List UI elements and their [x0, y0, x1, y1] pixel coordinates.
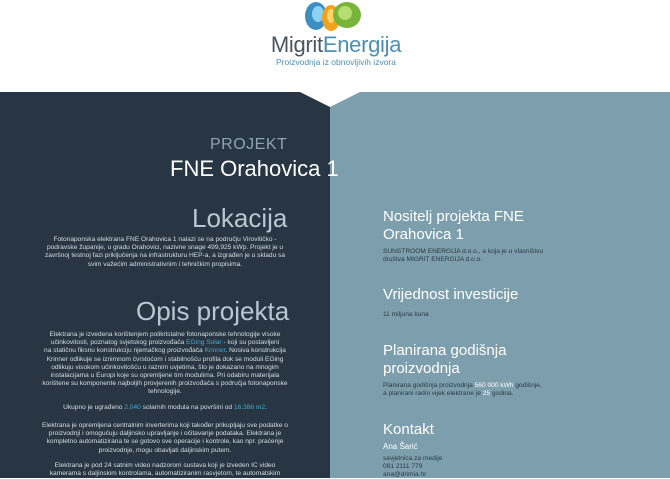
link-eging-solar[interactable]: EGing Solar: [186, 339, 222, 347]
logo[interactable]: [256, 0, 416, 78]
logo-leaves-icon: [298, 0, 368, 34]
holder-text: SUNSTROOM ENERGIJA d.o.o., a koja je u vlasništvu društva MIGRIT ENERGIJA d.o.o.: [383, 248, 544, 264]
brand-tagline: Proizvodnja iz obnovljivih izvora: [275, 57, 396, 67]
investment-value: 11 miljuna kuna: [383, 311, 429, 318]
project-label: PROJEKT: [210, 136, 288, 153]
contact-phone[interactable]: 091 2111 779: [383, 463, 423, 470]
link-krinner[interactable]: Krinner: [204, 347, 226, 355]
project-title: FNE Orahovica 1: [170, 156, 339, 181]
brand-name: MigritEnergija: [270, 32, 402, 57]
location-heading: Lokacija: [192, 203, 288, 233]
video-text: Elektrana je pod 24 satnim video nadzorom sustava koji je izveden IC video kamerama s daljinskim kontrolama, automatiziranim rasvjetom, te automatskim: [49, 462, 281, 478]
site-header: [0, 0, 670, 92]
planned-heading: Planirana godišnja proizvodnja: [383, 342, 507, 377]
planned-text: Planirana godišnja proizvodnja 560 000 kWh godišnje, a planirani radni vijek elektrane je 25 godina.: [383, 382, 542, 398]
description-heading: Opis projekta: [136, 296, 290, 326]
modules-text: Ukupno je ugrađeno 2.040 solarnih modula na površini od 16.386 m2.: [63, 404, 267, 411]
contact-name: Ana Šarić: [383, 442, 418, 451]
investment-heading: Vrijednost investicije: [383, 286, 519, 303]
description-text: Elektrana je izvedena korištenjem polikristalne fotonaponske tehnologije visoke učinkovitosti, poznatog svjetskog proizvođača EGing Solar - koji su postavljeni na statičnu fiksnu konstrukciju njemačkog proizvođača Krinner. Nosiva konstrukcija Krinner odlikuje se iznimnom čvrstoćom i stabilnošću profila dok se moduli EGing odlikuju visokom učinkovitošću u raznim uvjetima, što je dokazano na mnogim instalacijama u Europi koje su opremljene tim modulima. Pri odabiru materijala korištene su komponente najboljih provjerenih proizvođača s područja fotonaponske tehnologije.: [42, 331, 288, 396]
holder-heading: Nositelj projekta FNE Orahovica 1: [383, 208, 524, 243]
contact-heading: Kontakt: [383, 421, 434, 438]
header-notch: [0, 92, 670, 110]
contact-role: savjetnica za medije: [383, 455, 443, 462]
location-text: Fotonaponska elektrana FNE Orahovica 1 nalazi se na području Virovitičko - podravske županije, u gradu Orahovici, nazivne snage 499,925 kWp. Projekt je u završnoj testnoj fazi priključenja na infrastrukturu HEP-a, a izgrađen je u skladu sa svim važećim administrativnim i tehničkim propisima.: [44, 236, 286, 268]
right-column: [330, 92, 670, 478]
inverter-text: Elektrana je opremljena centralnim inverterima koji također prikupljaju sve podatke o proizvodnji i omogućuju daljinsko upravljanje i očitavanje podataka. Elektrana je kompletno automatizirana te se gotovo sve operacije i kontrole, kao npr. praćenje proizvodnje, mogu obavljati daljinskim putem.: [42, 422, 288, 454]
contact-email[interactable]: ana@drimia.hr: [383, 471, 427, 478]
